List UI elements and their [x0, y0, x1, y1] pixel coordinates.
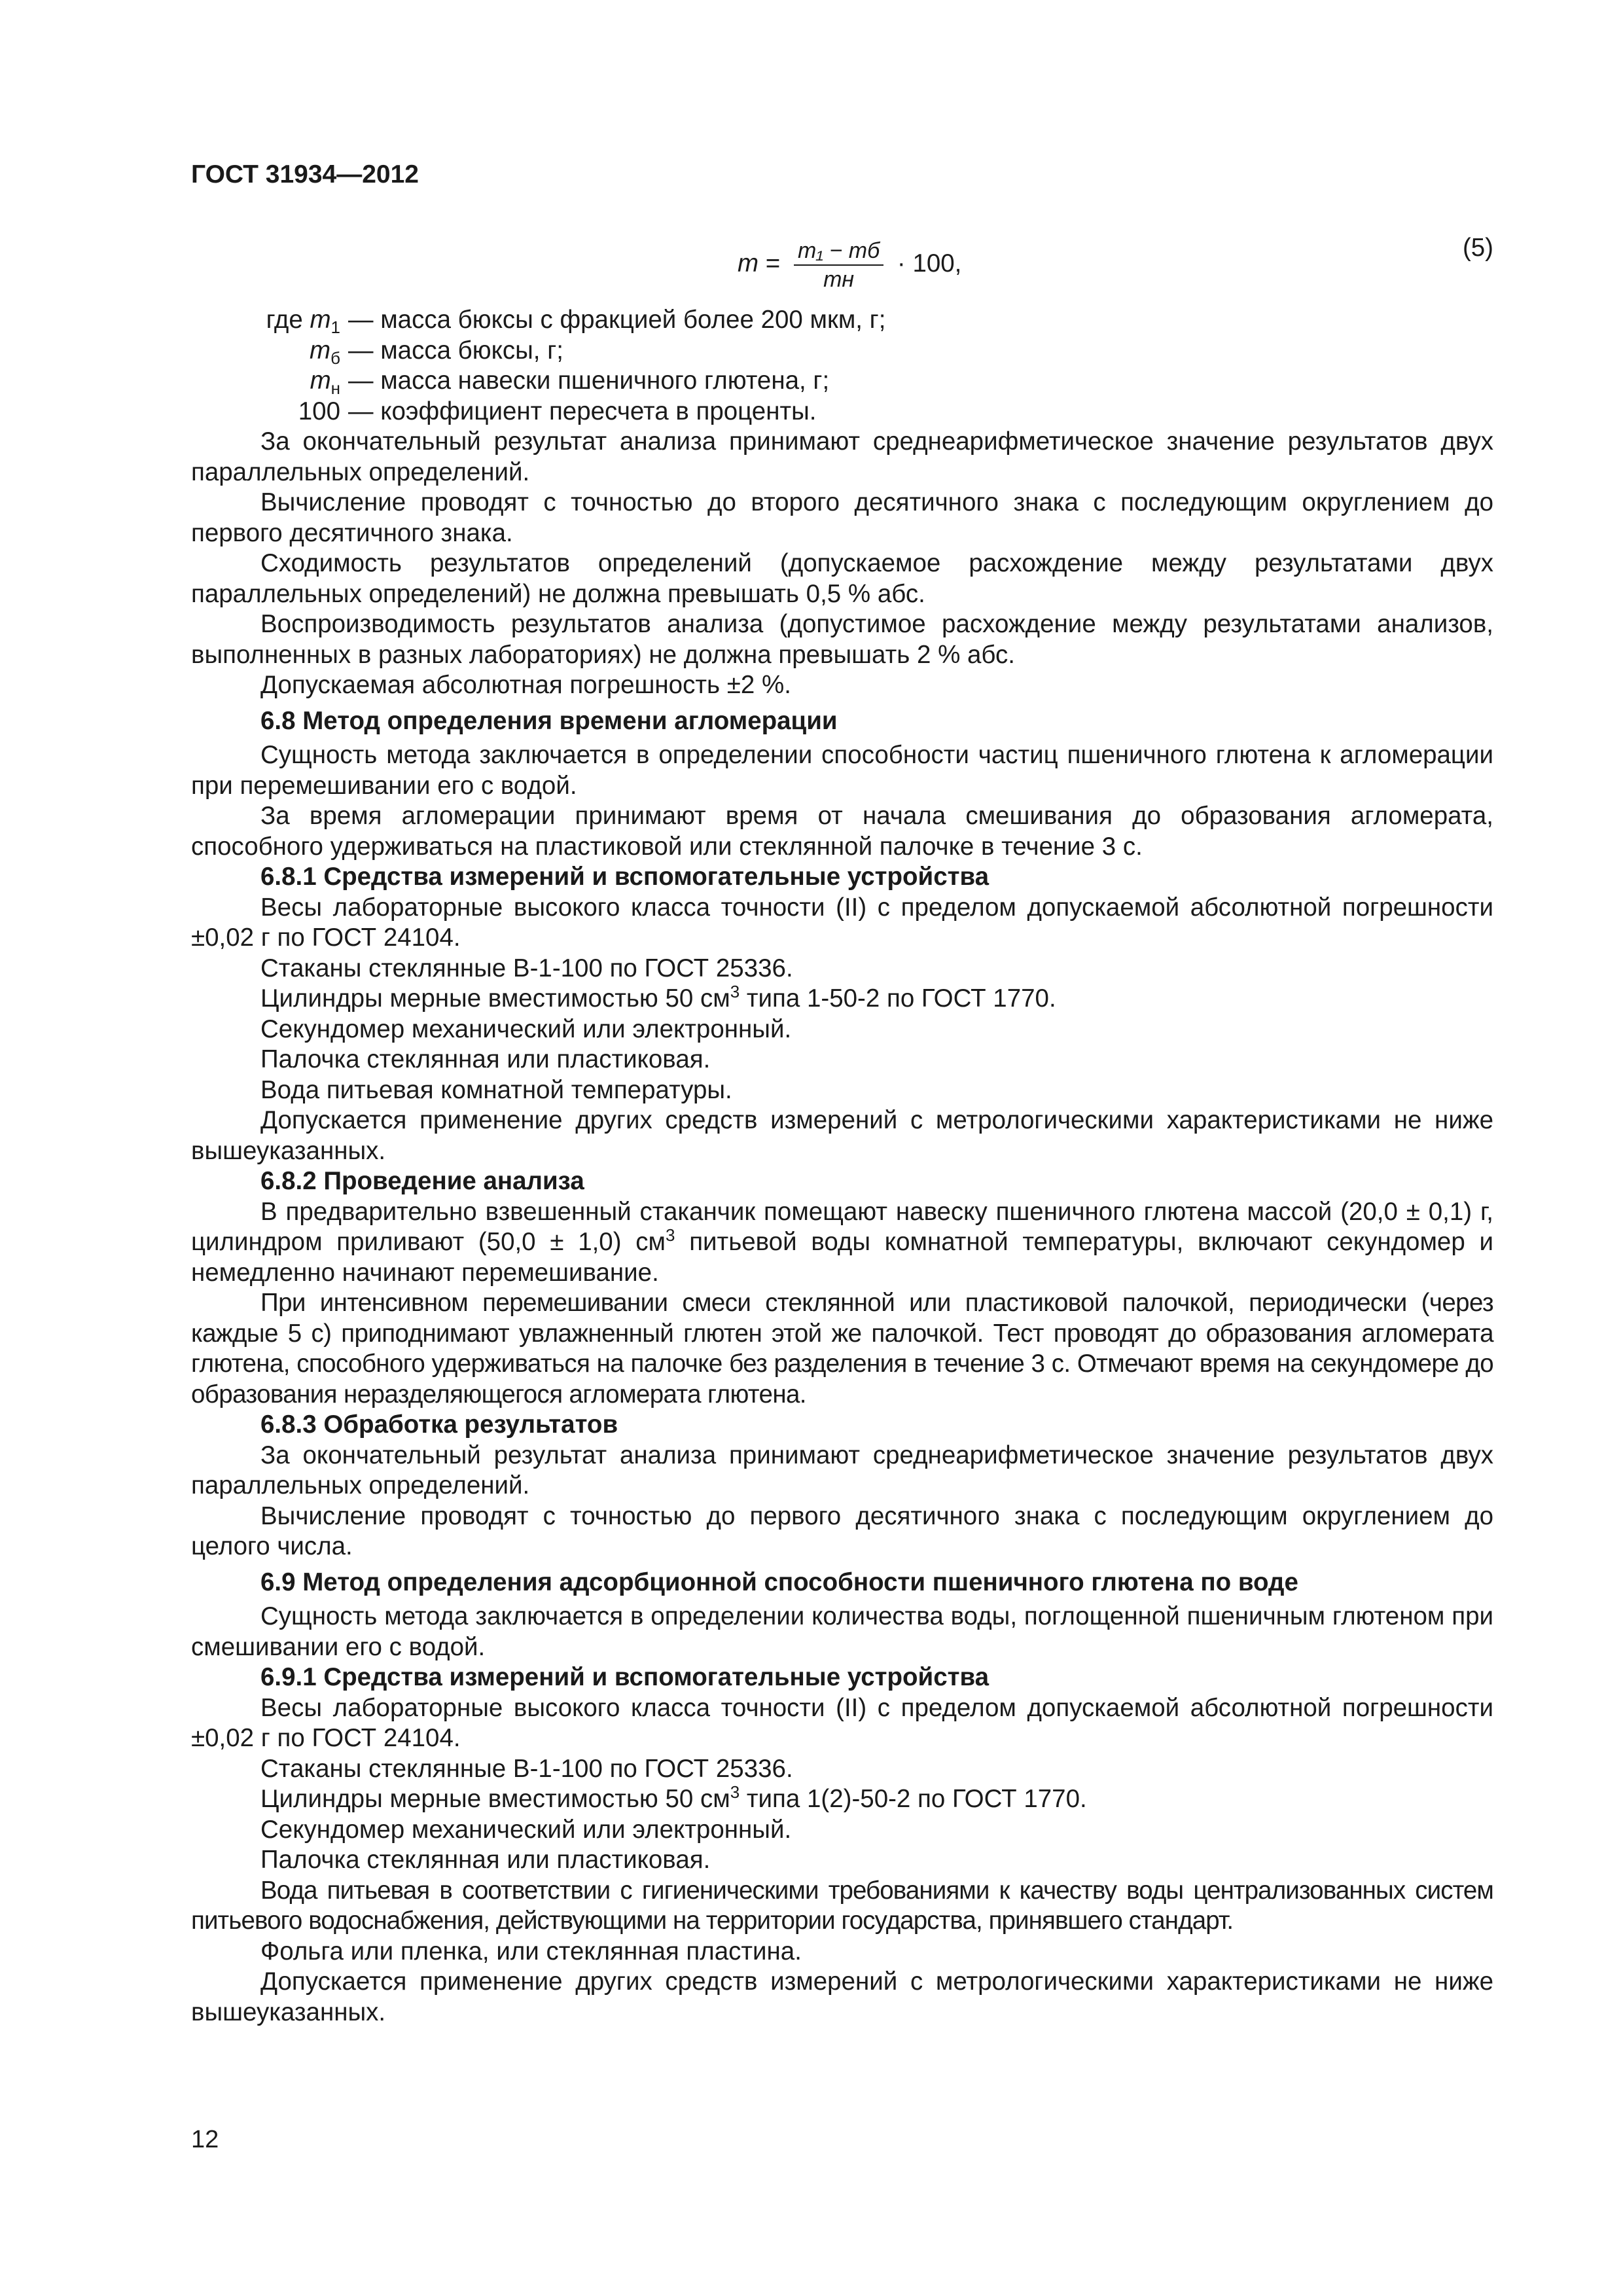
- paragraph: Вычисление проводят с точностью до первого десятичного знака с последующим округлением до целого числа.: [191, 1501, 1493, 1560]
- formula-lhs: m: [738, 249, 759, 278]
- text-run: Цилиндры мерные вместимостью 50 см: [260, 1785, 730, 1813]
- formula-denominator: mн: [823, 267, 855, 292]
- paragraph: Весы лабораторные высокого класса точности (II) с пределом допускаемой абсолютной погрешности ±0,02 г по ГОСТ 24104.: [191, 1693, 1493, 1752]
- legend-subscript: б: [330, 348, 340, 368]
- text-run: В предварительно взвешенный стаканчик помещают навеску пшеничного глютена массой (20,0 ± 0,1) г, цилиндром приливают (50,0 ± 1,0) см: [191, 1197, 1493, 1256]
- paragraph: Допускаемая абсолютная погрешность ±2 %.: [260, 671, 791, 699]
- paragraph: Секундомер механический или электронный.: [260, 1014, 792, 1043]
- paragraph: Сущность метода заключается в определении количества воды, поглощенной пшеничным глютеном при смешивании его с водой.: [191, 1602, 1493, 1661]
- paragraph: За время агломерации принимают время от начала смешивания до образования агломерата, способного удерживаться на пластиковой или стеклянной палочке в течение 3 с.: [191, 802, 1493, 861]
- paragraph: Вода питьевая комнатной температуры.: [260, 1075, 732, 1104]
- legend-item: [191, 366, 1493, 397]
- subsection-heading-6-9-1: 6.9.1 Средства измерений и вспомогательные устройства: [260, 1663, 990, 1691]
- formula-legend: [191, 305, 1493, 427]
- formula-5: [191, 224, 1493, 297]
- formula-number: (5): [1462, 234, 1493, 262]
- paragraph: Вычисление проводят с точностью до второго десятичного знака с последующим округлением до первого десятичного знака.: [191, 488, 1493, 547]
- legend-symbol: m: [310, 306, 331, 334]
- page-content: [191, 224, 1493, 2028]
- superscript: 3: [730, 1782, 740, 1802]
- paragraph: Палочка стеклянная или пластиковая.: [260, 1846, 711, 1874]
- subsection-heading-6-8-3: 6.8.3 Обработка результатов: [260, 1410, 618, 1439]
- superscript: 3: [666, 1225, 675, 1245]
- legend-subscript: н: [330, 378, 340, 398]
- paragraph: Стаканы стеклянные В-1-100 по ГОСТ 25336.: [260, 1754, 793, 1783]
- legend-description: — масса бюксы, г;: [348, 336, 563, 365]
- paragraph: Стаканы стеклянные В-1-100 по ГОСТ 25336.: [260, 954, 793, 982]
- paragraph: Сущность метода заключается в определении способности частиц пшеничного глютена к агломерации при перемешивании его с водой.: [191, 741, 1493, 800]
- paragraph: [191, 1784, 1493, 1815]
- page-number: 12: [191, 2126, 219, 2153]
- legend-item: [191, 397, 1493, 427]
- superscript: 3: [730, 982, 740, 1001]
- formula-equals: =: [765, 249, 781, 278]
- paragraph: Допускается применение других средств измерений с метрологическими характеристиками не ниже вышеуказанных.: [191, 1106, 1493, 1165]
- legend-description: — масса навески пшеничного глютена, г;: [348, 367, 830, 395]
- legend-item: [191, 336, 1493, 367]
- paragraph: Воспроизводимость результатов анализа (допустимое расхождение между результатами анализов, выполненных в разных лабораториях) не должна превышать 2 % абс.: [191, 610, 1493, 669]
- paragraph: Сходимость результатов определений (допускаемое расхождение между результатами двух параллельных определений) не должна превышать 0,5 % абс.: [191, 549, 1493, 608]
- paragraph: Палочка стеклянная или пластиковая.: [260, 1045, 711, 1073]
- legend-symbol: m: [310, 336, 331, 365]
- formula-numerator: m₁ − mб: [794, 238, 883, 266]
- paragraph: Секундомер механический или электронный.: [260, 1815, 792, 1844]
- text-run: Цилиндры мерные вместимостью 50 см: [260, 984, 730, 1013]
- text-run: питьевой воды комнатной температуры, включают секундомер и немедленно начинают перемешивание.: [191, 1228, 1493, 1287]
- section-heading-6-9: 6.9 Метод определения адсорбционной способности пшеничного глютена по воде: [260, 1568, 1298, 1596]
- legend-prefix: где: [266, 306, 310, 334]
- paragraph: Фольга или пленка, или стеклянная пластина.: [260, 1937, 802, 1965]
- paragraph: [191, 1197, 1493, 1289]
- paragraph: За окончательный результат анализа принимают среднеарифметическое значение результатов двух параллельных определений.: [191, 1441, 1493, 1499]
- paragraph: [191, 984, 1493, 1014]
- paragraph: Вода питьевая в соответствии с гигиеническими требованиями к качеству воды централизованных систем питьевого водоснабжения, действующими на территории государства, принявшего стандарт.: [191, 1876, 1493, 1935]
- section-heading-6-8: 6.8 Метод определения времени агломерации: [260, 706, 838, 735]
- paragraph: Допускается применение других средств измерений с метрологическими характеристиками не ниже вышеуказанных.: [191, 1967, 1493, 2026]
- paragraph: При интенсивном перемешивании смеси стеклянной или пластиковой палочкой, периодически (через каждые 5 с) приподнимают увлажненный глютен этой же палочкой. Тест проводят до образования агломерата глютена, способного удерживаться на палочке без разделения в течение 3 с. Отмечают время на секундомере до образования неразделяющегося агломерата глютена.: [191, 1289, 1493, 1408]
- formula-multiplier: · 100,: [897, 249, 962, 278]
- legend-subscript: 1: [330, 317, 340, 337]
- formula-fraction: [794, 238, 883, 292]
- formula-expression: [738, 238, 961, 292]
- legend-description: — коэффициент пересчета в проценты.: [348, 397, 817, 425]
- paragraph: За окончательный результат анализа принимают среднеарифметическое значение результатов двух параллельных определений.: [191, 427, 1493, 486]
- legend-symbol: 100: [298, 397, 340, 425]
- subsection-heading-6-8-1: 6.8.1 Средства измерений и вспомогательные устройства: [260, 863, 990, 891]
- legend-description: — масса бюксы с фракцией более 200 мкм, г;: [348, 306, 886, 334]
- subsection-heading-6-8-2: 6.8.2 Проведение анализа: [260, 1167, 584, 1195]
- paragraph: Весы лабораторные высокого класса точности (II) с пределом допускаемой абсолютной погрешности ±0,02 г по ГОСТ 24104.: [191, 893, 1493, 952]
- text-run: типа 1(2)-50-2 по ГОСТ 1770.: [740, 1785, 1087, 1813]
- legend-item: [191, 305, 1493, 336]
- document-header: ГОСТ 31934—2012: [191, 160, 419, 188]
- text-run: типа 1-50-2 по ГОСТ 1770.: [740, 984, 1056, 1013]
- legend-symbol: m: [310, 367, 331, 395]
